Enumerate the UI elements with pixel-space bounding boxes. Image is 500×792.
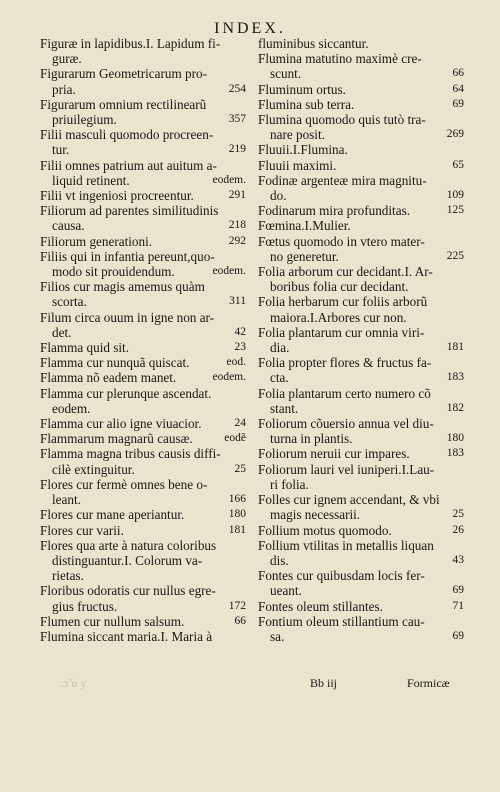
page-reference: eodẽ <box>224 432 246 445</box>
page-reference <box>242 386 246 401</box>
entry-text: Fluuii.I.Flumina. <box>258 142 348 158</box>
index-entry <box>40 386 246 416</box>
index-entry <box>40 158 246 188</box>
entry-text: Foliorum neruii cur impares. <box>258 446 410 462</box>
index-entry-line <box>258 294 464 309</box>
entry-text: Filii omnes patrium aut auitum a- <box>40 157 217 173</box>
index-entry-line <box>258 523 464 538</box>
index-entry-line <box>40 401 246 416</box>
index-entry <box>258 82 464 97</box>
page-reference: 65 <box>452 158 464 171</box>
page-reference <box>242 249 246 264</box>
index-entry <box>40 340 246 355</box>
index-entry-line <box>258 538 464 553</box>
entry-text: boribus folia cur decidant. <box>270 279 409 295</box>
entry-text: Filiis qui in infantia pereunt,quo- <box>40 248 215 264</box>
entry-text: magis necessarii. <box>270 507 361 523</box>
page-reference <box>460 294 464 309</box>
entry-text: causa. <box>52 218 85 234</box>
index-entry-line <box>258 203 464 218</box>
page-reference: 183 <box>446 371 464 384</box>
page-reference: 225 <box>446 249 464 262</box>
index-entry-line <box>258 249 464 264</box>
index-entry-line <box>258 401 464 416</box>
index-entry <box>40 523 246 538</box>
index-entry <box>258 599 464 614</box>
index-entry-line <box>40 234 246 249</box>
index-entry-line <box>258 173 464 188</box>
index-entry-line <box>258 507 464 522</box>
index-entry <box>258 446 464 461</box>
page-reference <box>460 142 464 157</box>
entry-text: Fœmina.I.Mulier. <box>258 218 351 234</box>
index-entry <box>40 127 246 157</box>
page-reference: 292 <box>228 234 246 247</box>
index-entry <box>258 97 464 112</box>
entry-text: turna in plantis. <box>270 431 353 447</box>
index-entry <box>258 112 464 142</box>
index-entry <box>258 523 464 538</box>
page-reference <box>460 386 464 401</box>
index-entry <box>40 583 246 613</box>
entry-text: Filios cur magis amemus quàm <box>40 279 205 295</box>
index-entry-line <box>258 82 464 97</box>
entry-text: Fœtus quomodo in vtero mater- <box>258 233 425 249</box>
index-entry-line <box>40 188 246 203</box>
page-reference: 42 <box>234 325 246 338</box>
page-reference: 219 <box>228 143 246 156</box>
entry-text: modo sit prouidendum. <box>52 264 175 280</box>
entry-text: Fluminum ortus. <box>258 81 346 97</box>
index-entry-line <box>258 462 464 477</box>
index-entry-line <box>40 538 246 553</box>
entry-text: pria. <box>52 81 76 97</box>
page-reference <box>242 127 246 142</box>
index-entry-line <box>40 446 246 461</box>
page-reference: eod. <box>226 356 246 369</box>
index-entry-line <box>40 142 246 157</box>
index-entry <box>40 614 246 629</box>
index-entry <box>40 355 246 370</box>
index-entry-line <box>258 158 464 173</box>
index-entry <box>258 492 464 522</box>
index-entry <box>40 477 246 507</box>
page-reference: 182 <box>446 401 464 414</box>
page-reference: 311 <box>229 295 246 308</box>
page-reference <box>242 36 246 51</box>
page-reference <box>242 446 246 461</box>
index-entry-line <box>40 310 246 325</box>
index-entry-line <box>40 36 246 51</box>
index-entry-line <box>40 462 246 477</box>
page-reference: 125 <box>446 204 464 217</box>
index-entry-line <box>258 629 464 644</box>
page-reference: 180 <box>446 432 464 445</box>
entry-text: stant. <box>270 400 299 416</box>
entry-text: Filii vt ingeniosi procreentur. <box>40 188 194 204</box>
page-reference <box>460 264 464 279</box>
entry-text: distinguantur.I. Colorum va- <box>52 552 203 568</box>
index-entry-line <box>40 568 246 583</box>
page-reference <box>460 112 464 127</box>
entry-text: scorta. <box>52 294 87 310</box>
page-reference <box>242 97 246 112</box>
index-entry-line <box>258 142 464 157</box>
index-entry-line <box>40 370 246 385</box>
index-entry <box>258 51 464 81</box>
index-entry <box>258 264 464 294</box>
index-entry <box>40 507 246 522</box>
index-entry <box>258 568 464 598</box>
page-reference: 25 <box>452 508 464 521</box>
entry-text: Flumina matutino maximè cre- <box>258 51 422 67</box>
entry-text: do. <box>270 188 287 204</box>
index-entry-line <box>40 416 246 431</box>
entry-text: ri folia. <box>270 476 309 492</box>
index-column-right <box>258 36 464 644</box>
page-reference: 218 <box>228 219 246 232</box>
page-reference: 172 <box>228 599 246 612</box>
page-reference <box>242 583 246 598</box>
page-reference: 66 <box>234 614 246 627</box>
index-entry-line <box>258 51 464 66</box>
entry-text: det. <box>52 324 72 340</box>
page-reference <box>242 477 246 492</box>
page-reference <box>460 614 464 629</box>
index-entry-line <box>258 36 464 51</box>
entry-text: Flamma nõ eadem manet. <box>40 370 177 386</box>
page-reference: 357 <box>228 113 246 126</box>
entry-text: fluminibus siccantur. <box>258 36 369 51</box>
index-entry-line <box>258 431 464 446</box>
page-reference <box>460 310 464 325</box>
index-entry-line <box>258 279 464 294</box>
index-entry-line <box>258 370 464 385</box>
entry-text: dia. <box>270 340 290 356</box>
page-reference: 69 <box>452 629 464 642</box>
index-entry-line <box>258 446 464 461</box>
page-reference: 69 <box>452 97 464 110</box>
index-entry <box>40 188 246 203</box>
index-entry-line <box>258 553 464 568</box>
entry-text: Figurarum omnium rectilinearũ <box>40 96 207 112</box>
index-entry-line <box>258 477 464 492</box>
index-entry-line <box>258 112 464 127</box>
entry-text: liquid retinent. <box>52 172 130 188</box>
page-reference <box>242 538 246 553</box>
index-entry-line <box>258 218 464 233</box>
entry-text: Folia plantarum cur omnia viri- <box>258 324 425 340</box>
index-entry <box>258 36 464 51</box>
page-reference: 66 <box>452 67 464 80</box>
entry-text: Fontes cur quibusdam locis fer- <box>258 568 425 584</box>
entry-text: gius fructus. <box>52 598 118 614</box>
page-reference <box>460 355 464 370</box>
entry-text: scunt. <box>270 66 302 82</box>
page-reference <box>242 310 246 325</box>
entry-text: Flumina sub terra. <box>258 96 355 112</box>
signature-mark: Bb iij <box>310 676 338 690</box>
index-entry <box>40 249 246 279</box>
index-entry-line <box>258 492 464 507</box>
index-entry-line <box>40 294 246 309</box>
index-column-left <box>40 36 246 644</box>
entry-text: Flamma quid sit. <box>40 340 130 356</box>
index-entry-line <box>40 599 246 614</box>
index-entry-line <box>40 218 246 233</box>
page-reference <box>460 325 464 340</box>
index-entry-line <box>258 614 464 629</box>
index-entry <box>258 538 464 568</box>
index-entry-line <box>40 127 246 142</box>
entry-text: leant. <box>52 492 81 508</box>
entry-text: Filiorum generationi. <box>40 233 153 249</box>
page-reference <box>460 538 464 553</box>
entry-text: Flammarum magnarũ causæ. <box>40 431 193 447</box>
page-reference: 26 <box>452 523 464 536</box>
page-reference <box>242 279 246 294</box>
page-reference: 64 <box>452 82 464 95</box>
index-entry-line <box>40 386 246 401</box>
page-reference <box>460 234 464 249</box>
page-reference: 181 <box>446 341 464 354</box>
page-reference <box>242 553 246 568</box>
index-entry-line <box>40 431 246 446</box>
index-entry <box>258 234 464 264</box>
page-reference: 291 <box>228 189 246 202</box>
index-entry <box>258 416 464 446</box>
index-entry-line <box>40 523 246 538</box>
index-entry <box>258 173 464 203</box>
entry-text: Filum circa ouum in igne non ar- <box>40 309 215 325</box>
index-entry-line <box>40 203 246 218</box>
index-entry <box>258 614 464 644</box>
entry-text: eodem. <box>52 400 91 416</box>
entry-text: Flumen cur nullum salsum. <box>40 613 185 629</box>
page-reference <box>460 462 464 477</box>
entry-text: guræ. <box>52 51 82 67</box>
entry-text: Fodinæ argenteæ mira magnitu- <box>258 172 427 188</box>
page-reference: 254 <box>228 82 246 95</box>
index-entry <box>258 462 464 492</box>
entry-text: maiora.I.Arbores cur non. <box>270 309 407 325</box>
index-entry-line <box>40 629 246 644</box>
index-entry-line <box>40 158 246 173</box>
index-entry-line <box>258 355 464 370</box>
entry-text: Filiorum ad parentes similitudinis <box>40 203 219 219</box>
entry-text: no generetur. <box>270 248 339 264</box>
entry-text: Flamma magna tribus causis diffi- <box>40 446 221 462</box>
page-reference: 69 <box>452 584 464 597</box>
index-entry <box>258 325 464 355</box>
entry-text: Folles cur ignem accendant, & vbi <box>258 492 440 508</box>
page-reference: 181 <box>228 523 246 536</box>
index-entry-line <box>40 355 246 370</box>
page-reference: 180 <box>228 508 246 521</box>
page-reference: eodem. <box>212 265 246 278</box>
entry-text: cilè extinguitur. <box>52 461 135 477</box>
page-reference <box>242 401 246 416</box>
entry-text: Folia propter flores & fructus fa- <box>258 355 432 371</box>
entry-text: Fluuii maximi. <box>258 157 337 173</box>
page-reference <box>460 51 464 66</box>
index-entry-line <box>258 127 464 142</box>
index-entry-line <box>258 310 464 325</box>
index-entry <box>40 203 246 233</box>
index-entry-line <box>40 492 246 507</box>
entry-text: cta. <box>270 370 289 386</box>
index-entry <box>40 629 246 644</box>
entry-text: Figurarum Geometricarum pro- <box>40 66 207 82</box>
page-reference <box>460 218 464 233</box>
catchword: Formicæ <box>407 676 450 690</box>
entry-text: Flores qua arte à natura coloribus <box>40 537 217 553</box>
index-entry-line <box>40 340 246 355</box>
index-entry-line <box>258 599 464 614</box>
entry-text: Flores cur varii. <box>40 522 124 538</box>
index-entry <box>40 370 246 385</box>
entry-text: Flamma cur alio igne viuacior. <box>40 416 202 432</box>
page-reference: eodem. <box>212 371 246 384</box>
entry-text: Floribus odoratis cur nullus egre- <box>40 583 216 599</box>
index-entry-line <box>258 325 464 340</box>
page-reference: 269 <box>446 128 464 141</box>
index-entry <box>258 142 464 157</box>
page-reference: 71 <box>452 599 464 612</box>
index-entry <box>40 310 246 340</box>
index-entry <box>258 294 464 324</box>
index-entry-line <box>258 188 464 203</box>
entry-text: sa. <box>270 628 285 644</box>
entry-text: Flamma cur nunquã quiscat. <box>40 355 190 371</box>
page-reference <box>460 36 464 51</box>
index-entry-line <box>40 66 246 81</box>
page-reference <box>460 416 464 431</box>
index-entry <box>40 431 246 446</box>
page-reference <box>242 568 246 583</box>
entry-text: Follium vtilitas in metallis liquan <box>258 537 434 553</box>
index-entry-line <box>40 97 246 112</box>
index-entry-line <box>40 325 246 340</box>
entry-text: Follium motus quomodo. <box>258 522 392 538</box>
entry-text: Foliorum cõuersio annua vel diu- <box>258 416 434 432</box>
page-reference <box>242 66 246 81</box>
page-reference <box>460 173 464 188</box>
index-entry-line <box>40 583 246 598</box>
index-entry-line <box>258 568 464 583</box>
index-entry-line <box>40 82 246 97</box>
index-entry <box>258 203 464 218</box>
index-entry <box>258 386 464 416</box>
page-reference <box>460 477 464 492</box>
page-reference <box>460 279 464 294</box>
page-reference: 24 <box>234 417 246 430</box>
index-entry-line <box>40 553 246 568</box>
page-reference <box>460 568 464 583</box>
index-entry-line <box>258 97 464 112</box>
entry-text: nare posit. <box>270 127 325 143</box>
entry-text: Folia herbarum cur foliis arborũ <box>258 294 428 310</box>
index-entry-line <box>258 340 464 355</box>
index-entry-line <box>40 507 246 522</box>
index-entry-line <box>258 386 464 401</box>
index-entry-line <box>258 66 464 81</box>
index-entry <box>40 416 246 431</box>
index-entry-line <box>258 234 464 249</box>
index-entry <box>40 234 246 249</box>
page-reference: 23 <box>234 341 246 354</box>
page-reference <box>242 158 246 173</box>
page-reference: 183 <box>446 447 464 460</box>
index-entry <box>40 279 246 309</box>
entry-text: tur. <box>52 142 70 158</box>
index-entry-line <box>40 279 246 294</box>
entry-text: Flores cur mane aperiantur. <box>40 507 185 523</box>
index-entry <box>258 158 464 173</box>
entry-text: Flumina quomodo quis tutò tra- <box>258 112 426 128</box>
index-entry <box>40 36 246 66</box>
page-reference: eodem. <box>212 173 246 186</box>
index-entry-line <box>258 416 464 431</box>
index-entry <box>40 97 246 127</box>
index-entry <box>258 218 464 233</box>
page-reference <box>242 629 246 644</box>
index-entry-line <box>40 614 246 629</box>
entry-text: dis. <box>270 552 289 568</box>
index-entry <box>40 66 246 96</box>
page-reference <box>242 203 246 218</box>
entry-text: Foliorum lauri vel iuniperi.I.Lau- <box>258 461 435 477</box>
index-entry-line <box>40 264 246 279</box>
entry-text: Fontium oleum stillantium cau- <box>258 613 425 629</box>
index-entry-line <box>40 249 246 264</box>
entry-text: Folia plantarum certo numero cõ <box>258 385 431 401</box>
index-entry-line <box>40 477 246 492</box>
entry-text: Fodinarum mira profunditas. <box>258 203 410 219</box>
entry-text: Flumina siccant maria.I. Maria à <box>40 628 213 644</box>
entry-text: Filii masculi quomodo procreen- <box>40 127 214 143</box>
page-reference <box>460 492 464 507</box>
index-entry-line <box>258 583 464 598</box>
index-entry-line <box>40 173 246 188</box>
entry-text: Folia arborum cur decidant.I. Ar- <box>258 264 433 280</box>
page-reference: 25 <box>234 462 246 475</box>
page-reference: 109 <box>446 189 464 202</box>
entry-text: priuilegium. <box>52 112 117 128</box>
index-entry-line <box>258 264 464 279</box>
index-entry <box>40 538 246 584</box>
index-entry <box>40 446 246 476</box>
page-reference: 166 <box>228 493 246 506</box>
index-entry-line <box>40 51 246 66</box>
entry-text: rietas. <box>52 568 84 584</box>
page-reference: 43 <box>452 553 464 566</box>
entry-text: Flores cur fermè omnes bene o- <box>40 476 208 492</box>
bleed-through-text: .ɔ̃ u y <box>60 676 87 690</box>
index-entry <box>258 355 464 385</box>
entry-text: Flamma cur plerunque ascendat. <box>40 385 212 401</box>
page-reference <box>242 51 246 66</box>
entry-text: ueant. <box>270 583 302 599</box>
index-entry-line <box>40 112 246 127</box>
entry-text: Figuræ in lapidibus.I. Lapidum fi- <box>40 36 221 51</box>
entry-text: Fontes oleum stillantes. <box>258 598 383 614</box>
page-header: INDEX. <box>214 20 286 37</box>
